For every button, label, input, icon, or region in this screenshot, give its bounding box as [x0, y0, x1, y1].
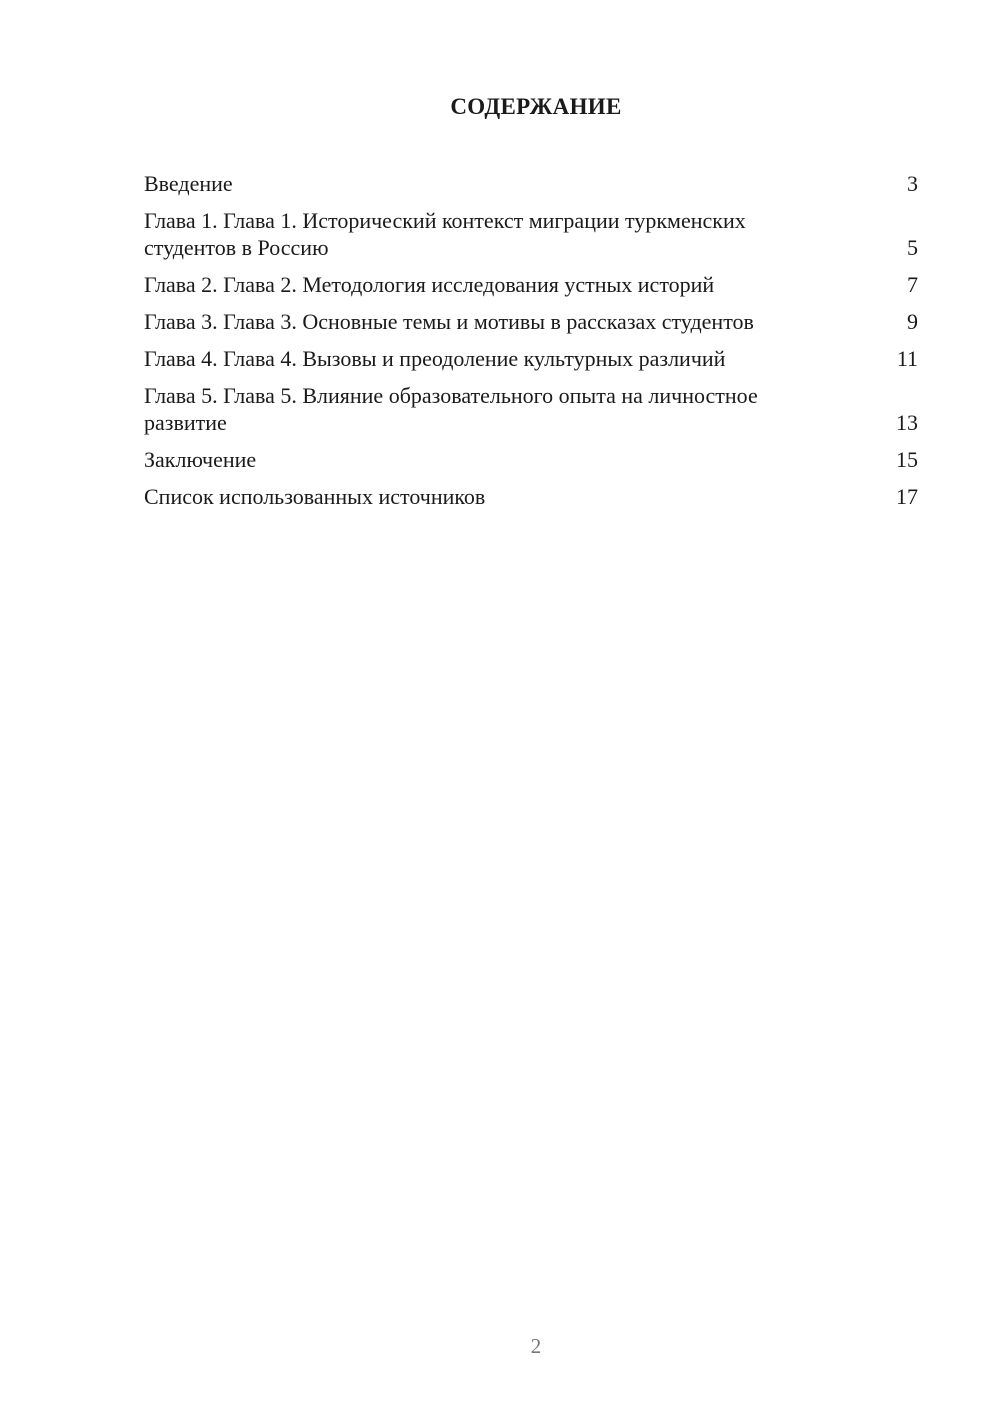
toc-entry-page: 3: [907, 171, 918, 196]
toc-entry-text: Глава 2. Глава 2. Методология исследования устных историй: [144, 272, 715, 297]
toc-entry-page: 13: [896, 410, 918, 435]
table-of-contents: [144, 170, 918, 520]
toc-entry-text: Глава 4. Глава 4. Вызовы и преодоление культурных различий: [144, 346, 726, 371]
toc-entry-text: Глава 3. Глава 3. Основные темы и мотивы в рассказах студентов: [144, 309, 754, 334]
toc-entry-page: 5: [907, 235, 918, 260]
toc-entry-page: 17: [896, 484, 918, 509]
toc-entry-chapter-1[interactable]: [144, 207, 918, 261]
toc-entry-page: 15: [896, 447, 918, 472]
toc-entry-chapter-3[interactable]: [144, 308, 918, 335]
toc-entry-page: 11: [896, 346, 918, 371]
toc-entry-text: Глава 1. Глава 1. Исторический контекст миграции туркменских студентов в Россию: [144, 208, 746, 260]
toc-entry-chapter-4[interactable]: [144, 345, 918, 372]
page-number: 2: [530, 1334, 542, 1358]
toc-entry-chapter-5[interactable]: [144, 382, 918, 436]
toc-entry-text: Введение: [144, 171, 233, 196]
toc-entry-text: Список использованных источников: [144, 484, 486, 509]
toc-entry-introduction[interactable]: [144, 170, 918, 197]
toc-entry-conclusion[interactable]: [144, 446, 918, 473]
toc-entry-text: Заключение: [144, 447, 257, 472]
toc-entry-text: Глава 5. Глава 5. Влияние образовательного опыта на личностное развитие: [144, 383, 758, 435]
toc-entry-page: 7: [907, 272, 918, 297]
page-title: СОДЕРЖАНИЕ: [450, 94, 622, 119]
toc-entry-references[interactable]: [144, 483, 918, 510]
toc-entry-chapter-2[interactable]: [144, 271, 918, 298]
toc-entry-page: 9: [907, 309, 918, 334]
